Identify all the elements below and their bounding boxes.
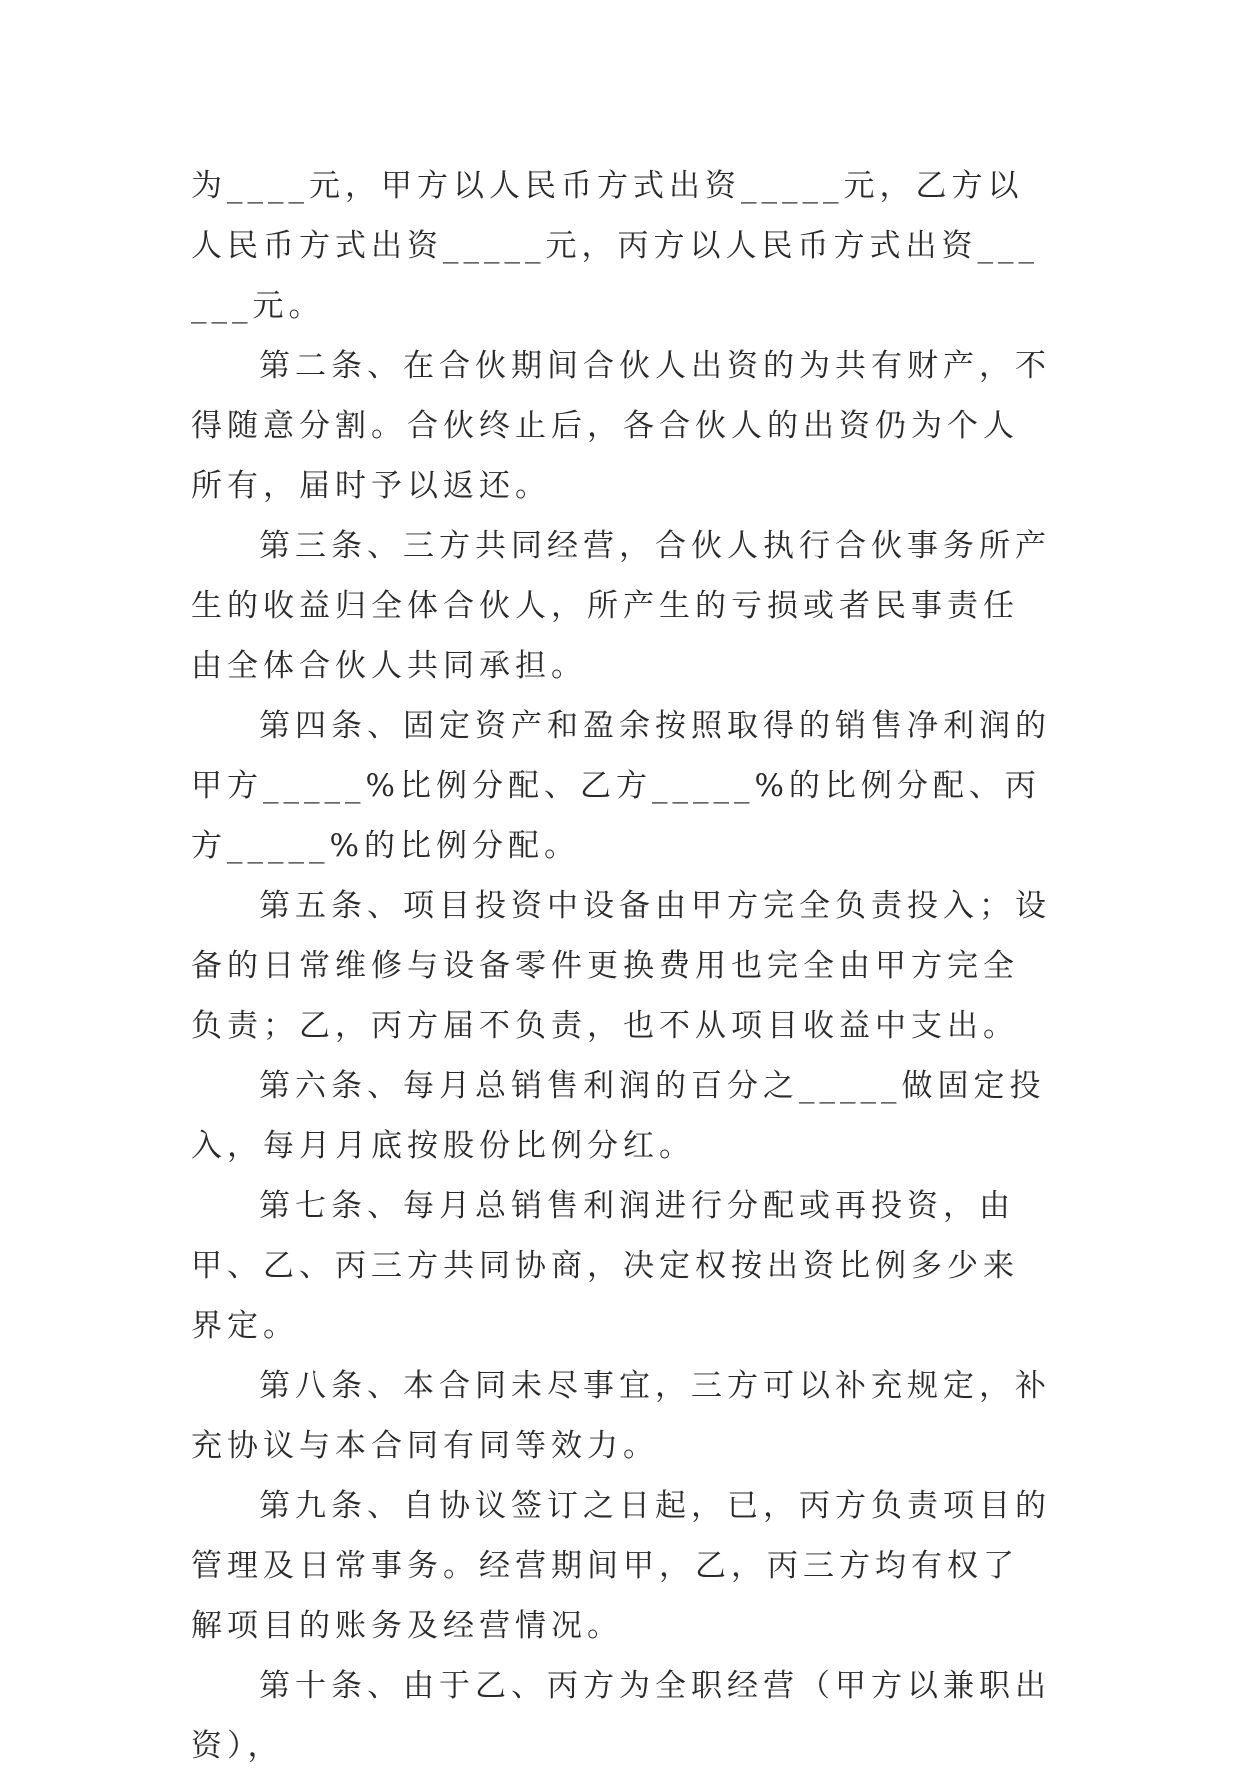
paragraph-article-5: 第五条、项目投资中设备由甲方完全负责投入；设备的日常维修与设备零件更换费用也完全由甲方完全负责；乙，丙方届不负责，也不从项目收益中支出。 bbox=[191, 888, 1051, 1044]
paragraph-article-6: 第六条、每月总销售利润的百分之_____做固定投入，每月月底按股份比例分红。 bbox=[191, 1068, 1046, 1164]
paragraph-article-10: 第十条、由于乙、丙方为全职经营（甲方以兼职出资）， bbox=[191, 1668, 1051, 1764]
document-body bbox=[191, 156, 1051, 1776]
paragraph-article-9: 第九条、自协议签订之日起，已，丙方负责项目的管理及日常事务。经营期间甲，乙，丙三方均有权了解项目的账务及经营情况。 bbox=[191, 1488, 1051, 1644]
paragraph-capital-contribution: 为____元，甲方以人民币方式出资_____元，乙方以人民币方式出资_____元，丙方以人民币方式出资______元。 bbox=[191, 168, 1039, 324]
paragraph-article-2: 第二条、在合伙期间合伙人出资的为共有财产，不得随意分割。合伙终止后，各合伙人的出资仍为个人所有，届时予以返还。 bbox=[191, 348, 1051, 504]
paragraph-article-8: 第八条、本合同未尽事宜，三方可以补充规定，补充协议与本合同有同等效力。 bbox=[191, 1368, 1051, 1464]
paragraph-article-7: 第七条、每月总销售利润进行分配或再投资，由甲、乙、丙三方共同协商，决定权按出资比例多少来界定。 bbox=[191, 1188, 1019, 1344]
paragraph-article-4: 第四条、固定资产和盈余按照取得的销售净利润的甲方_____%比例分配、乙方_____%的比例分配、丙方_____%的比例分配。 bbox=[191, 708, 1051, 864]
paragraph-article-3: 第三条、三方共同经营，合伙人执行合伙事务所产生的收益归全体合伙人，所产生的亏损或者民事责任由全体合伙人共同承担。 bbox=[191, 528, 1051, 684]
